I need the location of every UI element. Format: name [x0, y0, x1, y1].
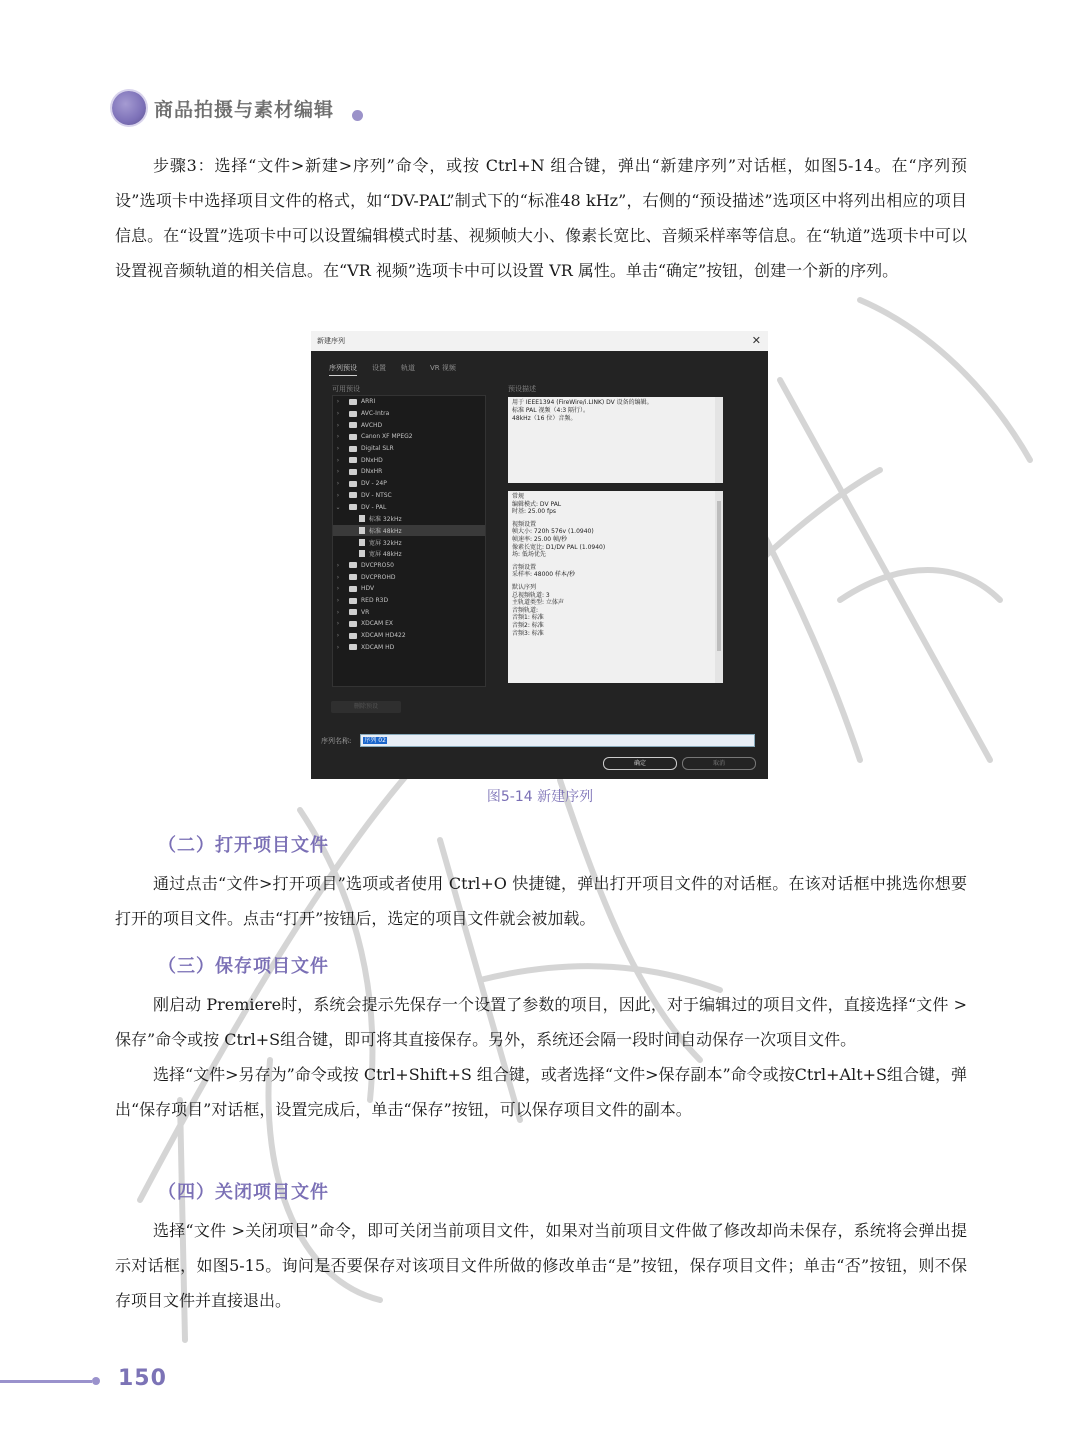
folder-icon	[349, 446, 357, 452]
new-sequence-dialog	[311, 331, 768, 779]
preset-tree-item[interactable]	[333, 419, 485, 431]
details-line: 音频2: 标准	[512, 621, 544, 629]
chevron-icon[interactable]: ›	[336, 468, 340, 476]
preset-tree-label: 标准 48kHz	[369, 527, 402, 535]
folder-icon	[349, 481, 357, 487]
preset-tree-label: XDCAM HD422	[361, 632, 406, 640]
folder-icon	[349, 574, 357, 580]
preset-details-box	[508, 491, 723, 683]
preset-tree-item[interactable]	[333, 466, 485, 478]
chevron-icon[interactable]: ›	[336, 491, 340, 499]
details-line: 时基: 25.00 fps	[512, 508, 557, 516]
preset-tree-item[interactable]	[333, 478, 485, 490]
folder-icon	[349, 411, 357, 417]
details-line: 视频设置	[512, 520, 537, 528]
details-line: 默认序列	[512, 583, 537, 591]
preset-tree-label: DV - NTSC	[361, 491, 392, 499]
folder-icon	[349, 633, 357, 639]
paragraph: 通过点击“文件>打开项目”选项或者使用 Ctrl+O 快捷键，弹出打开项目文件的对话框。在该对话框中挑选你想要打开的项目文件。点击“打开”按钮后，选定的项目文件就会被加载。	[115, 874, 967, 928]
details-line: 像素长宽比: D1/DV PAL (1.0940)	[512, 543, 606, 551]
chevron-icon[interactable]: ›	[336, 410, 340, 418]
sequence-name-label: 序列名称:	[321, 736, 352, 745]
details-line: 帧速率: 25.00 帧/秒	[512, 535, 568, 543]
chevron-icon[interactable]: ›	[336, 573, 340, 581]
folder-icon	[349, 457, 357, 463]
preset-tree-item[interactable]	[333, 571, 485, 583]
chevron-icon[interactable]: ›	[336, 632, 340, 640]
intro-text: 步骤3：选择“文件>新建>序列”命令，或按 Ctrl+N 组合键，弹出“新建序列”对话框，如图5-14。在“序列预设”选项卡中选择项目文件的格式，如“DV-PAL”制式下的“标准48 kHz”，右侧的“预设描述”选项区中将列出相应的项目信息。在“设置”选项卡中可以设置编辑模式时基、视频帧大小、像素长宽比、音频采样率等信息。在“轨道”选项卡中可以设置视音频轨道的相关信息。在“VR 视频”选项卡中可以设置 VR 属性。单击“确定”按钮，创建一个新的序列。	[115, 156, 967, 280]
chevron-icon[interactable]: ›	[336, 597, 340, 605]
section-heading-close: （四）关闭项目文件	[158, 1182, 329, 1203]
preset-tree-label: 标准 32kHz	[369, 516, 402, 524]
preset-tree-label: DV - PAL	[361, 503, 387, 511]
preset-tree-item[interactable]	[333, 396, 485, 408]
section-save-body	[115, 987, 967, 1127]
preset-tree-item[interactable]	[333, 501, 485, 513]
scroll-thumb[interactable]	[717, 501, 721, 651]
details-line: 常规	[512, 493, 525, 500]
folder-icon	[349, 598, 357, 604]
preset-tree-label: 宽屏 48kHz	[369, 551, 402, 559]
folder-icon	[349, 586, 357, 592]
folder-icon	[349, 621, 357, 627]
chevron-icon[interactable]: ›	[336, 585, 340, 593]
paragraph: 刚启动 Premiere时，系统会提示先保存一个设置了参数的项目，因此，对于编辑过的项目文件，直接选择“文件 >保存”命令或按 Ctrl+S组合键，即可将其直接保存。另外，系统还会隔一段时间自动保存一次项目文件。	[115, 995, 967, 1049]
scrollbar[interactable]	[715, 491, 723, 683]
preset-file-icon	[359, 539, 365, 546]
details-line: 采样率: 48000 样本/秒	[512, 571, 575, 579]
section-heading-open: （二）打开项目文件	[158, 835, 329, 856]
book-logo-icon	[112, 91, 146, 125]
chevron-icon[interactable]: ›	[336, 608, 340, 616]
chevron-icon[interactable]: ›	[336, 433, 340, 441]
footer-dot-icon	[92, 1377, 100, 1385]
details-line: 音频3: 标准	[512, 629, 544, 637]
chevron-icon[interactable]: ›	[336, 421, 340, 429]
tab-settings[interactable]: 设置	[372, 364, 386, 372]
preset-file-icon	[359, 527, 365, 534]
chevron-icon[interactable]: ›	[336, 561, 340, 569]
details-line: 主轨道类型: 立体声	[512, 599, 564, 607]
preset-tree-label: DV - 24P	[361, 480, 387, 488]
sequence-name-row	[321, 734, 755, 747]
section-open-body	[115, 866, 967, 936]
details-block	[512, 564, 719, 579]
chevron-icon[interactable]: ›	[336, 620, 340, 628]
section-close-body	[115, 1213, 967, 1318]
preset-tree-item[interactable]	[333, 525, 485, 537]
preset-tree-item[interactable]	[333, 408, 485, 420]
folder-icon	[349, 422, 357, 428]
details-line: 总视频轨道: 3	[512, 591, 550, 599]
preset-tree-item[interactable]	[333, 513, 485, 525]
details-line: 帧大小: 720h 576v (1.0940)	[512, 528, 594, 536]
preset-tree-label: XDCAM EX	[361, 620, 394, 628]
details-block	[512, 521, 719, 559]
details-line: 编辑模式: DV PAL	[512, 500, 562, 508]
preset-tree-item[interactable]	[333, 431, 485, 443]
preset-tree-label: AVC-Intra	[361, 410, 390, 418]
preset-tree[interactable]	[332, 395, 486, 687]
folder-icon	[349, 562, 357, 568]
preset-file-icon	[359, 550, 365, 557]
preset-tree-label: AVCHD	[361, 421, 383, 429]
preset-tree-label: XDCAM HD	[361, 643, 395, 651]
preset-tree-item[interactable]	[333, 618, 485, 630]
ok-button[interactable]: 确定	[603, 757, 677, 770]
preset-tree-label: ARRI	[361, 398, 376, 406]
description-line: 标准 PAL 视频（4:3 隔行）。	[512, 407, 590, 414]
sequence-name-value: 序列 02	[364, 737, 386, 744]
footer-rule	[0, 1380, 92, 1383]
preset-description-box	[508, 397, 723, 483]
preset-tree-item[interactable]	[333, 443, 485, 455]
folder-icon	[349, 644, 357, 650]
preset-tree-item[interactable]	[333, 548, 485, 560]
tab-sequence-presets[interactable]: 序列预设	[329, 363, 357, 376]
preset-tree-item[interactable]	[333, 641, 485, 653]
cancel-button[interactable]: 取消	[682, 757, 756, 770]
dialog-titlebar	[311, 331, 768, 351]
details-block	[512, 493, 719, 516]
preset-tree-label: VR	[361, 608, 370, 616]
details-line: 场: 低场优先	[512, 551, 546, 559]
preset-tree-label: HDV	[361, 585, 375, 593]
preset-tree-item[interactable]	[333, 536, 485, 548]
preset-tree-label: Digital SLR	[361, 445, 394, 453]
paragraph: 选择“文件>另存为”命令或按 Ctrl+Shift+S 组合键，或者选择“文件>保存副本”命令或按Ctrl+Alt+S组合键，弹出“保存项目”对话框，设置完成后，单击“保存”按钮，可以保存项目文件的副本。	[115, 1065, 967, 1119]
details-line: 音频轨道:	[512, 606, 539, 614]
preset-tree-item[interactable]	[333, 606, 485, 618]
folder-icon	[349, 434, 357, 440]
folder-icon	[349, 609, 357, 615]
intro-paragraph	[115, 148, 967, 288]
details-line: 音频设置	[512, 563, 537, 571]
preset-tree-label: DNxHD	[361, 456, 383, 464]
chevron-icon[interactable]: ›	[336, 456, 340, 464]
preset-tree-item[interactable]	[333, 630, 485, 642]
preset-tree-label: DVCPROHD	[361, 573, 396, 581]
scrollbar[interactable]	[715, 397, 723, 483]
preset-tree-label: DNxHR	[361, 468, 383, 476]
header-title: 商品拍摄与素材编辑	[154, 98, 335, 121]
chevron-icon[interactable]: ›	[336, 480, 340, 488]
dialog-tabs	[329, 363, 471, 376]
chevron-icon[interactable]: ›	[336, 643, 340, 651]
preset-tree-label: RED R3D	[361, 597, 389, 605]
preset-tree-item[interactable]	[333, 490, 485, 502]
available-presets-label: 可用预设	[332, 385, 360, 393]
dialog-title: 新建序列	[317, 337, 345, 345]
chevron-icon[interactable]: ⌄	[335, 503, 341, 511]
folder-icon	[349, 492, 357, 498]
details-line: 音频1: 标准	[512, 614, 544, 622]
tab-tracks[interactable]: 轨道	[401, 364, 415, 372]
preset-description-label: 预设描述	[508, 385, 536, 393]
chevron-icon[interactable]: ›	[336, 445, 340, 453]
preset-tree-label: Canon XF MPEG2	[361, 433, 413, 441]
close-icon[interactable]: ✕	[751, 334, 761, 347]
preset-file-icon	[359, 515, 365, 522]
delete-preset-button[interactable]: 删除预设	[331, 701, 401, 713]
tab-vr-video[interactable]: VR 视频	[430, 364, 456, 372]
folder-icon	[349, 469, 357, 475]
details-block	[512, 584, 719, 637]
figure-caption: 图5-14 新建序列	[486, 789, 594, 805]
page-number: 150	[118, 1366, 167, 1391]
folder-icon	[349, 399, 357, 405]
description-line: 48kHz（16 位）音频。	[512, 415, 577, 422]
folder-icon	[349, 504, 357, 510]
preset-tree-item[interactable]	[333, 583, 485, 595]
header-dot-icon	[352, 110, 363, 121]
preset-tree-item[interactable]	[333, 595, 485, 607]
running-header	[112, 88, 363, 128]
section-heading-save: （三）保存项目文件	[158, 956, 329, 977]
description-line: 用于 IEEE1394 (FireWire/i.LINK) DV 设备的编辑。	[512, 399, 653, 406]
preset-tree-item[interactable]	[333, 454, 485, 466]
preset-tree-label: 宽屏 32kHz	[369, 539, 402, 547]
preset-tree-label: DVCPRO50	[361, 561, 394, 569]
preset-tree-item[interactable]	[333, 560, 485, 572]
paragraph: 选择“文件 >关闭项目”命令，即可关闭当前项目文件，如果对当前项目文件做了修改却尚未保存，系统将会弹出提示对话框，如图5-15。询问是否要保存对该项目文件所做的修改单击“是”按钮，保存项目文件；单击“否”按钮，则不保存项目文件并直接退出。	[115, 1221, 967, 1310]
chevron-icon[interactable]: ›	[336, 398, 340, 406]
sequence-name-input[interactable]	[360, 734, 755, 747]
